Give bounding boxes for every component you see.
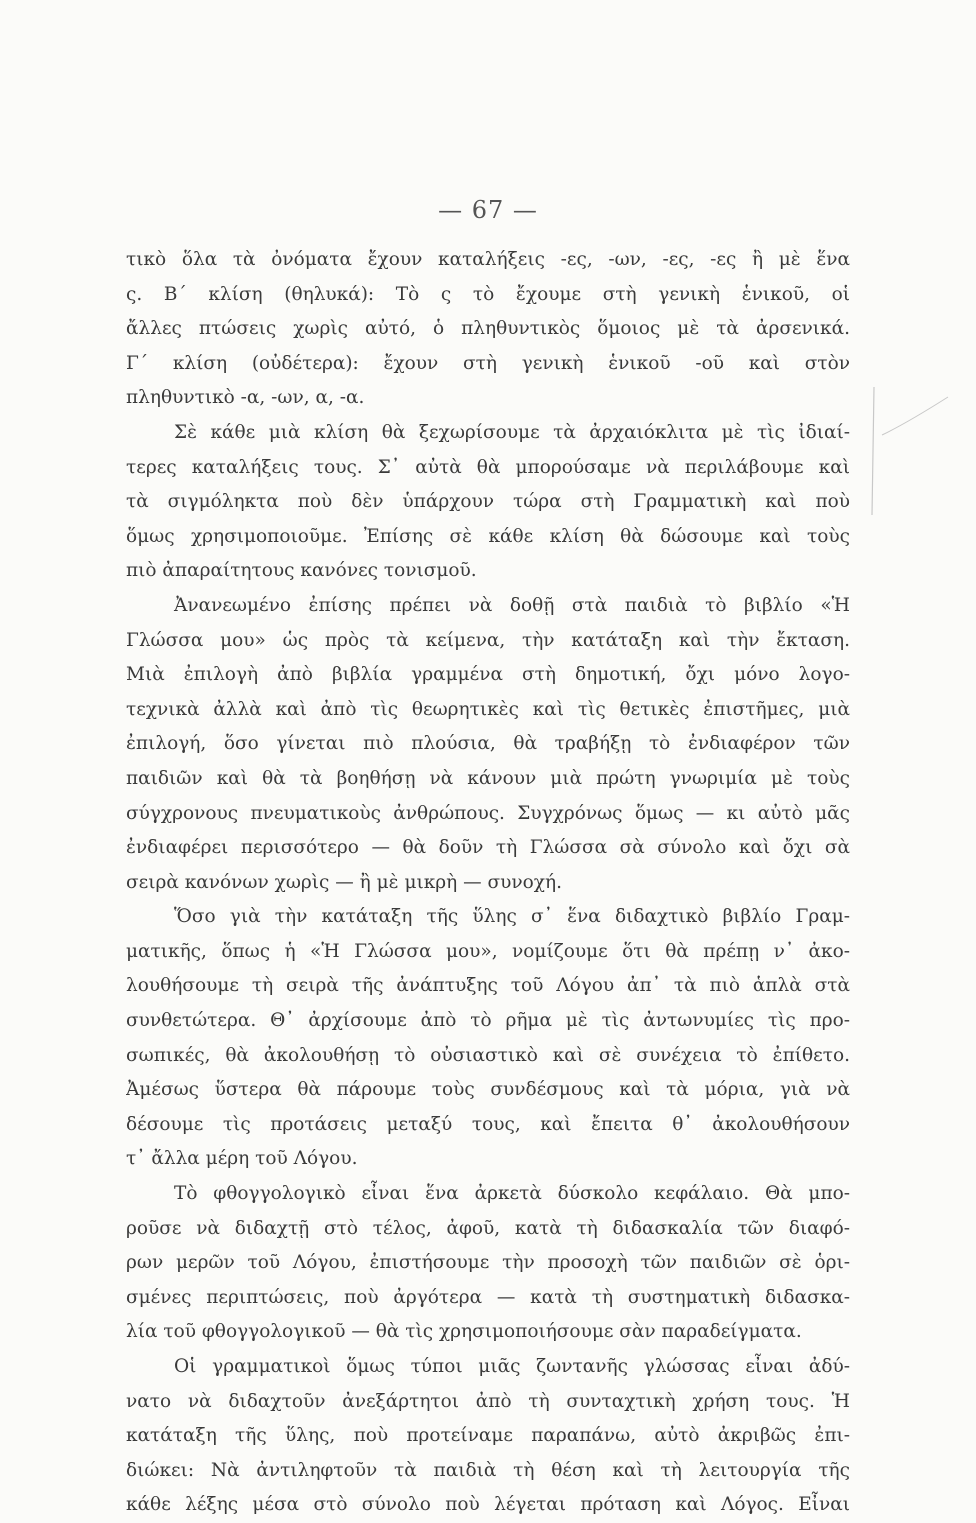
text-line: ς. Β΄ κλίση (θηλυκά): Τὸ ς τὸ ἔχουμε στὴ γενικὴ ἑνικοῦ, οἱ <box>126 283 850 305</box>
text-line: Σὲ κάθε μιὰ κλίση θὰ ξεχωρίσουμε τὰ ἀρχαιόκλιτα μὲ τὶς ἰδιαί- <box>174 421 850 443</box>
text-line: πιὸ ἀπαραίτητους κανόνες τονισμοῦ. <box>126 560 477 582</box>
page-number: — 67 — <box>438 196 538 224</box>
text-line: ροῦσε νὰ διδαχτῇ στὸ τέλος, ἀφοῦ, κατὰ τὴ διδασκαλία τῶν διαφό- <box>126 1217 850 1239</box>
text-line: Οἱ γραμματικοὶ ὅμως τύποι μιᾶς ζωντανῆς γλώσσας εἶναι ἀδύ- <box>174 1356 850 1377</box>
text-line: Τὸ φθογγολογικὸ εἶναι ἕνα ἀρκετὰ δύσκολο κεφάλαιο. Θὰ μπο- <box>174 1183 850 1205</box>
text-line: Ὅσο γιὰ τὴν κατάταξη τῆς ὕλης σ᾽ ἕνα διδαχτικὸ βιβλίο Γραμ- <box>174 906 850 928</box>
text-line: τερες καταλήξεις τους. Σ᾽ αὐτὰ θὰ μπορούσαμε νὰ περιλάβουμε καὶ <box>126 456 850 478</box>
text-line: συνθετώτερα. Θ᾽ ἀρχίσουμε ἀπὸ τὸ ρῆμα μὲ τὶς ἀντωνυμίες τὶς προ- <box>126 1010 850 1032</box>
text-line: σμένες περιπτώσεις, ποὺ ἀργότερα — κατὰ τὴ συστηματικὴ διδασκα- <box>126 1286 850 1308</box>
text-line: ἐνδιαφέρει περισσότερο — θὰ δοῦν τὴ Γλώσσα σὰ σύνολο καὶ ὄχι σὰ <box>126 837 850 859</box>
margin-pencil-mark <box>862 375 952 525</box>
text-line: ρων μερῶν τοῦ Λόγου, ἐπιστήσουμε τὴν προσοχὴ τῶν παιδιῶν σὲ ὁρι- <box>126 1252 850 1274</box>
text-line: παιδιῶν καὶ θὰ τὰ βοηθήσῃ νὰ κάνουν μιὰ πρώτη γνωριμία μὲ τοὺς <box>126 767 850 789</box>
text-line: ὅμως χρησιμοποιοῦμε. Ἐπίσης σὲ κάθε κλίση θὰ δώσουμε καὶ τοὺς <box>126 525 850 547</box>
text-line: Ἀνανεωμένο ἐπίσης πρέπει νὰ δοθῇ στὰ παιδιὰ τὸ βιβλίο «Ἡ <box>174 594 850 616</box>
text-line: λία τοῦ φθογγολογικοῦ — θὰ τὶς χρησιμοποιήσουμε σὰν παραδείγματα. <box>126 1321 802 1343</box>
text-line: Ἀμέσως ὕστερα θὰ πάρουμε τοὺς συνδέσμους καὶ τὰ μόρια, γιὰ νὰ <box>126 1079 850 1101</box>
text-line: τ᾽ ἄλλα μέρη τοῦ Λόγου. <box>126 1148 358 1170</box>
text-line: κατάταξη τῆς ὕλης, ποὺ προτείναμε παραπάνω, αὐτὸ ἀκριβῶς ἐπι- <box>126 1425 850 1447</box>
text-line: τικὸ ὅλα τὰ ὀνόματα ἔχουν καταλήξεις -ες, -ων, -ες, -ες ἢ μὲ ἕνα <box>126 249 850 270</box>
text-line: Μιὰ ἐπιλογὴ ἀπὸ βιβλία γραμμένα στὴ δημοτική, ὄχι μόνο λογο- <box>126 664 850 686</box>
text-line: πληθυντικὸ -α, -ων, α, -α. <box>126 387 365 409</box>
text-line: Γ΄ κλίση (οὐδέτερα): ἔχουν στὴ γενικὴ ἑνικοῦ -οῦ καὶ στὸν <box>126 352 850 374</box>
body-text <box>126 243 850 1523</box>
text-line: ἄλλες πτώσεις χωρὶς αὐτό, ὁ πληθυντικὸς ὅμοιος μὲ τὰ ἀρσενικά. <box>126 318 850 340</box>
text-line: νατο νὰ διδαχτοῦν ἀνεξάρτητοι ἀπὸ τὴ συνταχτικὴ χρήση τους. Ἡ <box>126 1390 850 1412</box>
text-line: τὰ σιγμόληκτα ποὺ δὲν ὑπάρχουν τώρα στὴ Γραμματικὴ καὶ ποὺ <box>126 491 850 513</box>
text-line: τεχνικὰ ἀλλὰ καὶ ἀπὸ τὶς θεωρητικὲς καὶ τὶς θετικὲς ἐπιστῆμες, μιὰ <box>126 698 850 720</box>
text-line: σωπικές, θὰ ἀκολουθήσῃ τὸ οὐσιαστικὸ καὶ σὲ συνέχεια τὸ ἐπίθετο. <box>126 1044 850 1066</box>
text-line: διώκει: Νὰ ἀντιληφτοῦν τὰ παιδιὰ τὴ θέση καὶ τὴ λειτουργία τῆς <box>126 1459 850 1481</box>
text-line: σειρὰ κανόνων χωρὶς — ἢ μὲ μικρὴ — συνοχή. <box>126 871 562 893</box>
text-line: κάθε λέξης μέσα στὸ σύνολο ποὺ λέγεται πρόταση καὶ Λόγος. Εἶναι <box>126 1494 850 1516</box>
text-line: ἐπιλογή, ὅσο γίνεται πιὸ πλούσια, θὰ τραβήξῃ τὸ ἐνδιαφέρον τῶν <box>126 733 850 755</box>
text-line: δέσουμε τὶς προτάσεις μεταξύ τους, καὶ ἔπειτα θ᾽ ἀκολουθήσουν <box>126 1113 850 1135</box>
text-line: Γλώσσα μου» ὡς πρὸς τὰ κείμενα, τὴν κατάταξη καὶ τὴν ἔκταση. <box>126 629 850 651</box>
text-line: σύγχρονους πνευματικοὺς ἀνθρώπους. Συγχρόνως ὅμως — κι αὐτὸ μᾶς <box>126 802 850 824</box>
text-line: λουθήσουμε τὴ σειρὰ τῆς ἀνάπτυξης τοῦ Λόγου ἀπ᾽ τὰ πιὸ ἁπλὰ στὰ <box>126 975 850 997</box>
text-line: ματικῆς, ὅπως ἡ «Ἡ Γλώσσα μου», νομίζουμε ὅτι θὰ πρέπῃ ν᾽ ἀκο- <box>126 940 850 962</box>
